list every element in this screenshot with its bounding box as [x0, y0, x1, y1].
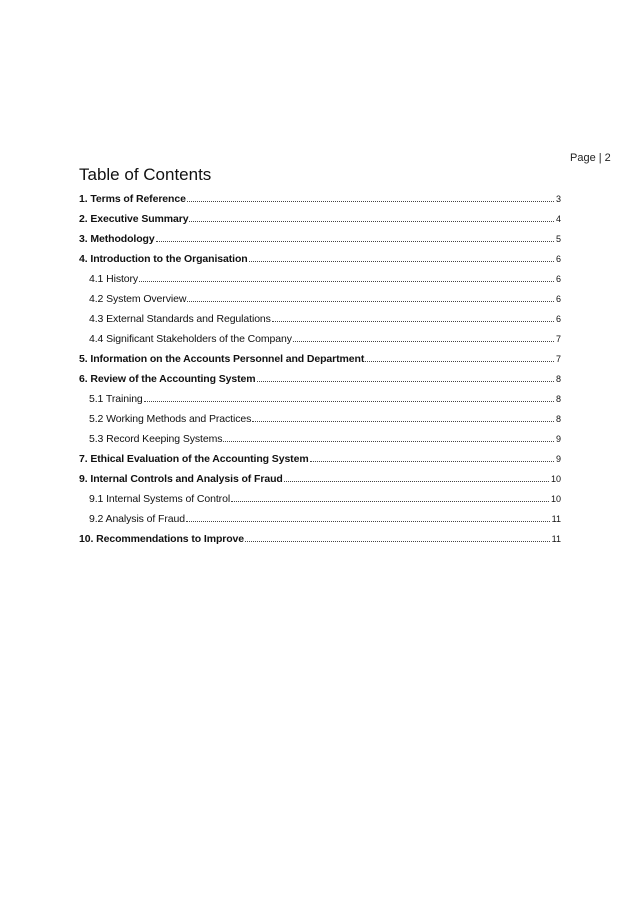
toc-entry-record-keeping[interactable]	[79, 426, 561, 446]
toc-entry-page: 11	[551, 514, 561, 524]
toc-entry-analysis-of-fraud[interactable]	[79, 506, 561, 526]
toc-entry-page: 11	[551, 534, 561, 544]
toc-entry-text: 1. Terms of Reference	[79, 193, 186, 205]
toc-entry-ethical-evaluation[interactable]	[79, 446, 561, 466]
toc-entry-methodology[interactable]	[79, 226, 561, 246]
toc-entry-stakeholders[interactable]	[79, 326, 561, 346]
toc-entry-page: 7	[555, 354, 561, 364]
dot-leader	[293, 341, 554, 342]
toc-entry-text: 5.3 Record Keeping Systems	[89, 433, 223, 445]
toc-entry-accounts-personnel[interactable]	[79, 346, 561, 366]
toc-entry-text: 4.1 History	[89, 273, 139, 285]
toc-entry-executive-summary[interactable]	[79, 206, 561, 226]
toc-entry-text: 9.1 Internal Systems of Control	[89, 493, 231, 505]
dot-leader	[365, 361, 554, 362]
toc-entry-introduction[interactable]	[79, 246, 561, 266]
toc-entry-text: 5.1 Training	[89, 393, 143, 405]
toc-entry-page: 6	[555, 294, 561, 304]
dot-leader	[284, 481, 549, 482]
toc-entry-terms-of-reference[interactable]	[79, 186, 561, 206]
toc-entry-internal-controls[interactable]	[79, 466, 561, 486]
toc-entry-text: 10. Recommendations to Improve	[79, 533, 245, 545]
toc-entry-text: 4.4 Significant Stakeholders of the Company	[89, 333, 292, 345]
dot-leader	[187, 201, 554, 202]
toc-list	[79, 186, 561, 546]
toc-entry-text: 9.2 Analysis of Fraud	[89, 513, 185, 525]
toc-entry-text: 4.3 External Standards and Regulations	[89, 313, 271, 325]
dot-leader	[272, 321, 554, 322]
dot-leader	[139, 281, 554, 282]
toc-entry-history[interactable]	[79, 266, 561, 286]
toc-title: Table of Contents	[79, 165, 212, 184]
toc-entry-training[interactable]	[79, 386, 561, 406]
dot-leader	[252, 421, 554, 422]
toc-entry-page: 10	[550, 474, 561, 484]
toc-entry-page: 9	[555, 434, 561, 444]
dot-leader	[231, 501, 549, 502]
toc-entry-page: 7	[555, 334, 561, 344]
toc-entry-page: 8	[555, 394, 561, 404]
page-number: Page | 2	[570, 152, 611, 164]
dot-leader	[245, 541, 550, 542]
dot-leader	[186, 521, 550, 522]
toc-entry-page: 6	[555, 314, 561, 324]
toc-entry-text: 5.2 Working Methods and Practices	[89, 413, 252, 425]
dot-leader	[187, 301, 554, 302]
toc-entry-text: 3. Methodology	[79, 233, 155, 245]
toc-entry-page: 8	[555, 374, 561, 384]
toc-entry-text: 2. Executive Summary	[79, 213, 189, 225]
toc-entry-page: 6	[555, 254, 561, 264]
dot-leader	[310, 461, 554, 462]
dot-leader	[223, 441, 554, 442]
toc-entry-working-methods[interactable]	[79, 406, 561, 426]
toc-entry-text: 6. Review of the Accounting System	[79, 373, 256, 385]
dot-leader	[189, 221, 554, 222]
toc-entry-page: 5	[555, 234, 561, 244]
dot-leader	[156, 241, 554, 242]
toc-entry-page: 8	[555, 414, 561, 424]
toc-entry-text: 9. Internal Controls and Analysis of Fraud	[79, 473, 283, 485]
dot-leader	[257, 381, 554, 382]
toc-entry-system-overview[interactable]	[79, 286, 561, 306]
toc-entry-review-accounting-system[interactable]	[79, 366, 561, 386]
toc-entry-external-standards[interactable]	[79, 306, 561, 326]
toc-entry-text: 5. Information on the Accounts Personnel and Department	[79, 353, 365, 365]
toc-entry-text: 4. Introduction to the Organisation	[79, 253, 248, 265]
toc-entry-page: 10	[550, 494, 561, 504]
toc-entry-page: 4	[555, 214, 561, 224]
toc-entry-recommendations[interactable]	[79, 526, 561, 546]
toc-entry-page: 6	[555, 274, 561, 284]
toc-entry-internal-systems[interactable]	[79, 486, 561, 506]
toc-entry-page: 3	[555, 194, 561, 204]
toc-entry-text: 4.2 System Overview	[89, 293, 187, 305]
toc-entry-text: 7. Ethical Evaluation of the Accounting System	[79, 453, 309, 465]
dot-leader	[249, 261, 554, 262]
dot-leader	[144, 401, 554, 402]
toc-entry-page: 9	[555, 454, 561, 464]
